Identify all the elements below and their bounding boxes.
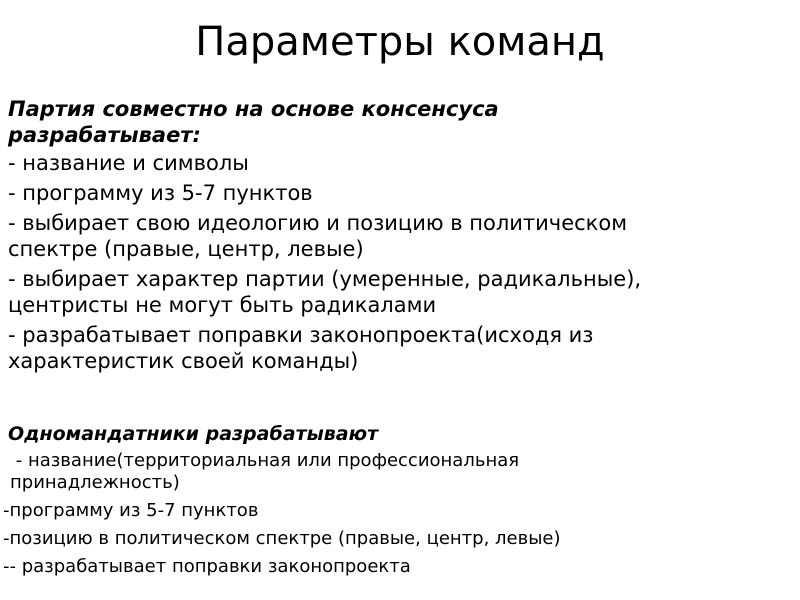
party-item-amendments-line-2: характеристик своей команды) xyxy=(8,349,359,373)
single-mandate-item-name-line-2: принадлежность) xyxy=(10,472,180,493)
party-heading-line-2: разрабатывает: xyxy=(8,123,201,147)
party-item-character xyxy=(8,266,788,318)
single-mandate-item-position: -позицию в политическом спектре (правые, центр, левые) xyxy=(3,528,561,549)
single-mandate-heading: Одномандатники разрабатывают xyxy=(8,423,379,445)
party-item-amendments xyxy=(8,322,788,374)
party-item-ideology-line-2: спектре (правые, центр, левые) xyxy=(8,237,364,261)
single-mandate-item-name-line-1: - название(территориальная или профессиональная xyxy=(10,450,520,471)
single-mandate-item-amendments: -- разрабатывает поправки законопроекта xyxy=(3,556,411,577)
party-section xyxy=(8,96,788,378)
party-item-name-symbols: - название и символы xyxy=(8,151,249,175)
party-heading xyxy=(8,96,788,148)
single-mandate-item-name xyxy=(8,450,788,494)
party-heading-line-1: Партия совместно на основе консенсуса xyxy=(8,97,499,121)
party-item-ideology-line-1: - выбирает свою идеологию и позицию в политическом xyxy=(8,211,628,235)
slide-title: Параметры команд xyxy=(195,19,605,65)
party-item-character-line-1: - выбирает характер партии (умеренные, радикальные), xyxy=(8,267,642,291)
single-mandate-item-program: -программу из 5-7 пунктов xyxy=(3,500,259,521)
party-item-character-line-2: центристы не могут быть радикалами xyxy=(8,293,437,317)
party-item-ideology xyxy=(8,210,788,262)
party-item-program: - программу из 5-7 пунктов xyxy=(8,181,313,205)
single-mandate-section xyxy=(3,422,788,584)
party-item-amendments-line-1: - разрабатывает поправки законопроекта(исходя из xyxy=(8,323,594,347)
